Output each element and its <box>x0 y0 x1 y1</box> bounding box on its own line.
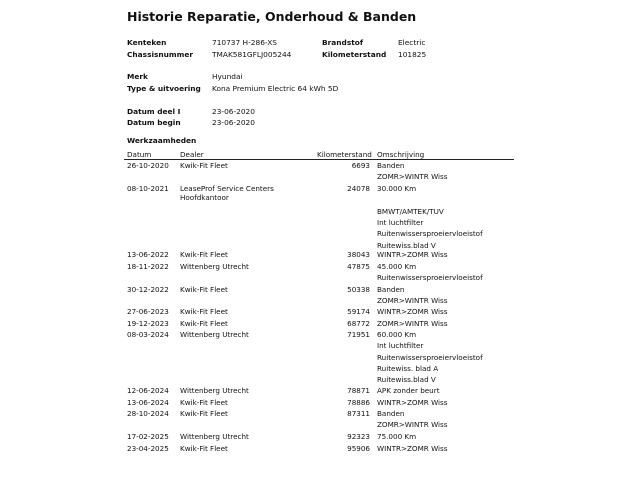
merk-value: Hyundai <box>212 72 243 81</box>
row-omschrijving: WINTR>ZOMR Wiss <box>377 398 448 407</box>
row-omschrijving: 45.000 Km <box>377 262 417 271</box>
row-dealer: Wittenberg Utrecht <box>180 432 249 441</box>
row-km: 50338 <box>347 285 370 294</box>
row-omschrijving: BMWT/AMTEK/TUV <box>377 206 444 216</box>
header-omschrijving: Omschrijving <box>377 150 425 159</box>
kenteken-label: Kenteken <box>127 38 167 47</box>
row-omschrijving: ZOMR>WINTR Wiss <box>377 296 448 306</box>
row-dealer: Kwik-Fit Fleet <box>180 307 228 316</box>
row-datum: 08-03-2024 <box>127 330 169 339</box>
row-km: 6693 <box>351 161 370 170</box>
row-omschrijving: 30.000 Km <box>377 184 417 193</box>
header-divider <box>124 159 514 160</box>
row-km: 71951 <box>347 330 370 339</box>
kenteken-value: 710737 H-286-XS <box>212 38 277 47</box>
row-dealer: LeaseProf Service Centers <box>180 184 274 193</box>
row-omschrijving: Banden <box>377 285 405 294</box>
row-omschrijving: Ruitewiss.blad V <box>377 375 436 385</box>
row-dealer: Kwik-Fit Fleet <box>180 319 228 328</box>
row-km: 59174 <box>347 307 370 316</box>
row-datum: 28-10-2024 <box>127 409 169 418</box>
row-omschrijving: 60.000 Km <box>377 330 417 339</box>
type-label: Type & uitvoering <box>127 84 201 93</box>
type-value: Kona Premium Electric 64 kWh 5D <box>212 84 339 93</box>
row-dealer: Kwik-Fit Fleet <box>180 161 228 170</box>
row-omschrijving: ZOMR>WINTR Wiss <box>377 172 448 182</box>
row-km: 78871 <box>347 386 370 395</box>
row-datum: 27-06-2023 <box>127 307 169 316</box>
row-omschrijving: Int luchtfilter <box>377 341 424 351</box>
row-dealer: Kwik-Fit Fleet <box>180 285 228 294</box>
row-dealer: Kwik-Fit Fleet <box>180 250 228 259</box>
page-title: Historie Reparatie, Onderhoud & Banden <box>127 9 417 24</box>
werkzaamheden-title: Werkzaamheden <box>127 136 197 145</box>
chassis-value: TMAK581GFLJ005244 <box>212 50 292 59</box>
row-datum: 17-02-2025 <box>127 432 169 441</box>
row-km: 47875 <box>347 262 370 271</box>
row-dealer: Kwik-Fit Fleet <box>180 409 228 418</box>
brandstof-value: Electric <box>398 38 426 47</box>
row-km: 87311 <box>347 409 370 418</box>
row-km: 92323 <box>347 432 370 441</box>
row-km: 38043 <box>347 250 370 259</box>
row-km: 24078 <box>347 184 370 193</box>
row-omschrijving: Ruitewiss. blad A <box>377 363 439 373</box>
row-km: 78886 <box>347 398 370 407</box>
row-omschrijving: Ruitenwissersproeiervloeistof <box>377 229 483 239</box>
kilometerstand-value: 101825 <box>398 50 427 59</box>
row-omschrijving: Banden <box>377 161 405 170</box>
row-dealer: Wittenberg Utrecht <box>180 386 249 395</box>
row-omschrijving: 75.000 Km <box>377 432 417 441</box>
row-dealer: Wittenberg Utrecht <box>180 262 249 271</box>
row-datum: 13-06-2022 <box>127 250 169 259</box>
row-omschrijving: Ruitewiss.blad V <box>377 240 436 250</box>
row-km: 95906 <box>347 444 370 453</box>
row-datum: 19-12-2023 <box>127 319 169 328</box>
row-omschrijving: ZOMR>WINTR Wiss <box>377 319 448 328</box>
row-dealer: Kwik-Fit Fleet <box>180 444 228 453</box>
header-dealer: Dealer <box>180 150 204 159</box>
row-omschrijving: WINTR>ZOMR Wiss <box>377 250 448 259</box>
header-kilometerstand: Kilometerstand <box>317 150 372 159</box>
row-datum: 12-06-2024 <box>127 386 169 395</box>
row-omschrijving: Ruitenwissersproeiervloeistof <box>377 352 483 362</box>
row-km: 68772 <box>347 319 370 328</box>
row-omschrijving: APK zonder beurt <box>377 386 440 395</box>
row-omschrijving: Int luchtfilter <box>377 217 424 227</box>
row-datum: 23-04-2025 <box>127 444 169 453</box>
row-omschrijving: WINTR>ZOMR Wiss <box>377 444 448 453</box>
row-datum: 18-11-2022 <box>127 262 169 271</box>
row-dealer: Kwik-Fit Fleet <box>180 398 228 407</box>
row-omschrijving: Ruitenwissersproeiervloeistof <box>377 273 483 283</box>
datum-deel-label: Datum deel I <box>127 107 181 116</box>
row-omschrijving: ZOMR>WINTR Wiss <box>377 420 448 430</box>
row-datum: 26-10-2020 <box>127 161 169 170</box>
datum-begin-label: Datum begin <box>127 118 181 127</box>
row-omschrijving: WINTR>ZOMR Wiss <box>377 307 448 316</box>
datum-deel-value: 23-06-2020 <box>212 107 255 116</box>
brandstof-label: Brandstof <box>322 38 364 47</box>
header-datum: Datum <box>127 150 152 159</box>
row-omschrijving: Banden <box>377 409 405 418</box>
datum-begin-value: 23-06-2020 <box>212 118 255 127</box>
chassis-label: Chassisnummer <box>127 50 193 59</box>
row-dealer: Hoofdkantoor <box>180 193 229 202</box>
row-datum: 08-10-2021 <box>127 184 169 193</box>
row-datum: 13-06-2024 <box>127 398 169 407</box>
row-datum: 30-12-2022 <box>127 285 169 294</box>
kilometerstand-label: Kilometerstand <box>322 50 387 59</box>
row-dealer: Wittenberg Utrecht <box>180 330 249 339</box>
merk-label: Merk <box>127 72 148 81</box>
